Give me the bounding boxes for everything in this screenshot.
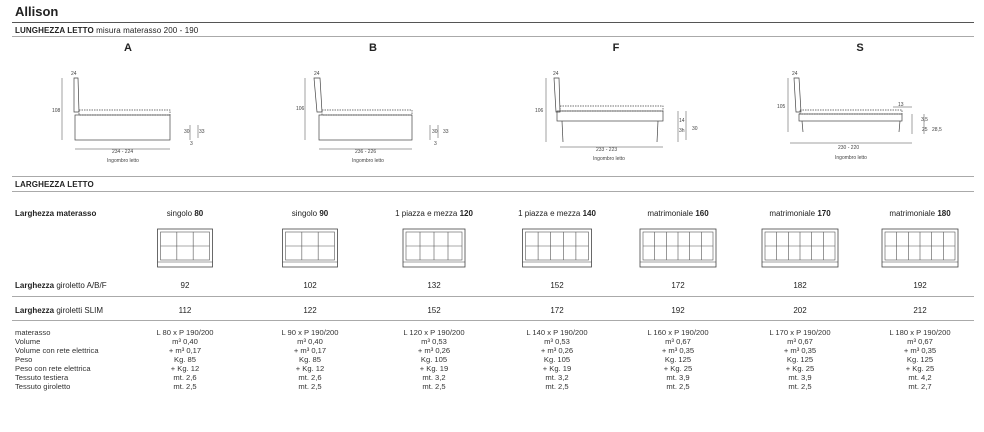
spec-value: + Kg. 25 — [905, 364, 935, 373]
spec-value: L 140 x P 190/200 — [526, 328, 588, 337]
slim-value: 152 — [427, 306, 441, 315]
slim-value: 112 — [178, 306, 192, 315]
a-caption: Ingombro letto — [107, 158, 139, 164]
s-total-dim: 105 — [777, 104, 786, 110]
mattress-size-name: 1 piazza e mezza — [395, 209, 460, 218]
spec-value: m³ 0,53 — [421, 337, 447, 346]
s-head-dim: 24 — [792, 71, 798, 77]
spec-column — [502, 328, 612, 391]
mattress-size-name: matrimoniale — [769, 209, 818, 218]
slim-divider — [12, 320, 974, 321]
giroletto-divider — [12, 296, 974, 297]
spec-value: + m³ 0,26 — [540, 346, 574, 355]
spec-label: Peso con rete elettrica — [15, 364, 91, 373]
spec-column — [623, 328, 733, 391]
spec-label: Volume con rete elettrica — [15, 346, 99, 355]
f-frame1-dim: 14 — [679, 118, 685, 124]
mattress-size-name: singolo — [291, 209, 320, 218]
f-caption: Ingombro letto — [593, 156, 625, 162]
giroletto-value: 92 — [180, 281, 190, 290]
bed-frame-outline — [283, 229, 338, 267]
spec-column — [745, 328, 855, 391]
spec-value: L 160 x P 190/200 — [647, 328, 709, 337]
spec-value: + Kg. 12 — [295, 364, 325, 373]
giroletto-width-label: Larghezza giroletto A/B/F — [15, 281, 107, 290]
mattress-size-value: 120 — [459, 209, 473, 218]
spec-value: m³ 0,67 — [787, 337, 813, 346]
spec-value: mt. 3,9 — [788, 373, 812, 382]
bed-top-view — [283, 229, 338, 267]
larghezza-heading: LARGHEZZA LETTO — [15, 180, 94, 189]
spec-label: materasso — [15, 328, 51, 337]
spec-column — [130, 328, 240, 391]
spec-value: + Kg. 25 — [785, 364, 815, 373]
bed-top-view — [640, 229, 716, 267]
spec-value: Kg. 85 — [299, 355, 321, 364]
f-small-dim: 3h — [679, 128, 685, 134]
spec-value: mt. 2,5 — [666, 382, 690, 391]
spec-labels — [15, 328, 99, 391]
spec-value: m³ 0,67 — [665, 337, 691, 346]
a-frame2-dim: 33 — [199, 129, 205, 135]
s-leg-dim: 25 — [922, 127, 928, 133]
bed-top-view — [762, 229, 838, 267]
b-frame1-dim: 30 — [432, 129, 438, 135]
spec-value: L 90 x P 190/200 — [281, 328, 339, 337]
spec-value: + m³ 0,35 — [903, 346, 937, 355]
bed-top-view — [403, 229, 465, 267]
page-title: Allison — [15, 4, 59, 19]
s-frame2-dim: 28,5 — [932, 127, 942, 133]
spec-value: m³ 0,67 — [907, 337, 933, 346]
variant-label-a: A — [124, 42, 132, 54]
slim-width-label: Larghezza giroletti SLIM — [15, 306, 104, 315]
mattress-size-name: singolo — [166, 209, 195, 218]
bed-top-view — [158, 229, 213, 267]
a-length-dim: 234 - 224 — [112, 149, 134, 155]
giroletto-value: 152 — [550, 281, 564, 290]
spec-column — [379, 328, 489, 391]
slim-value: 192 — [671, 306, 685, 315]
giroletto-value: 192 — [913, 281, 927, 290]
spec-label: Peso — [15, 355, 33, 364]
spec-value: + Kg. 19 — [542, 364, 572, 373]
spec-value: Kg. 85 — [174, 355, 196, 364]
spec-value: mt. 2,5 — [788, 382, 812, 391]
spec-label: Tessuto giroletto — [15, 382, 71, 391]
slim-value: 172 — [550, 306, 564, 315]
giroletto-value: 102 — [303, 281, 317, 290]
giroletto-value: 182 — [793, 281, 807, 290]
spec-value: Kg. 125 — [786, 355, 814, 364]
f-frame2-dim: 30 — [692, 126, 698, 132]
mattress-size-value: 80 — [194, 209, 204, 218]
spec-value: mt. 2,6 — [173, 373, 197, 382]
spec-value: mt. 4,2 — [908, 373, 932, 382]
variant-label-s: S — [856, 42, 864, 54]
spec-value: mt. 2,5 — [298, 382, 322, 391]
spec-column — [255, 328, 365, 391]
mattress-size-name: matrimoniale — [889, 209, 938, 218]
lunghezza-heading-text: LUNGHEZZA LETTO — [15, 26, 94, 35]
spec-value: L 180 x P 190/200 — [889, 328, 951, 337]
b-small-dim: 3 — [434, 141, 437, 147]
s-caption: Ingombro letto — [835, 155, 867, 161]
spec-value: L 80 x P 190/200 — [156, 328, 214, 337]
spec-value: mt. 2,5 — [545, 382, 569, 391]
b-length-dim: 236 - 226 — [355, 149, 377, 155]
spec-value: mt. 2,7 — [908, 382, 932, 391]
spec-value: + m³ 0,35 — [661, 346, 695, 355]
spec-value: Kg. 125 — [906, 355, 934, 364]
s-frame1-dim: 13 — [898, 102, 904, 108]
spec-value: m³ 0,53 — [544, 337, 570, 346]
f-total-dim: 106 — [535, 108, 544, 114]
spec-label: Volume — [15, 337, 41, 346]
spec-value: L 120 x P 190/200 — [403, 328, 465, 337]
spec-column — [865, 328, 975, 391]
mattress-size-name: 1 piazza e mezza — [518, 209, 583, 218]
spec-value: + m³ 0,35 — [783, 346, 817, 355]
spec-label: Tessuto testiera — [15, 373, 69, 382]
giroletto-value: 132 — [427, 281, 441, 290]
giroletto-value: 172 — [671, 281, 685, 290]
a-frame1-dim: 30 — [184, 129, 190, 135]
b-total-dim: 106 — [296, 106, 305, 112]
mattress-size-name: matrimoniale — [647, 209, 696, 218]
bed-frame-outline — [158, 229, 213, 267]
bed-top-view — [882, 229, 958, 267]
spec-value: mt. 2,6 — [298, 373, 322, 382]
spec-value: L 170 x P 190/200 — [769, 328, 831, 337]
slim-value: 122 — [303, 306, 317, 315]
lunghezza-subheading: misura materasso 200 - 190 — [96, 26, 199, 35]
spec-value: + Kg. 12 — [170, 364, 200, 373]
bed-top-view — [523, 229, 592, 267]
mattress-size-value: 140 — [582, 209, 596, 218]
spec-value: m³ 0,40 — [297, 337, 323, 346]
mattress-size-value: 90 — [319, 209, 329, 218]
spec-value: mt. 3,2 — [545, 373, 569, 382]
mattress-size-value: 170 — [817, 209, 831, 218]
spec-value: + Kg. 25 — [663, 364, 693, 373]
spec-value: Kg. 105 — [420, 355, 448, 364]
spec-value: m³ 0,40 — [172, 337, 198, 346]
spec-value: mt. 2,5 — [173, 382, 197, 391]
s-length-dim: 230 - 220 — [838, 145, 860, 151]
spec-value: Kg. 125 — [664, 355, 692, 364]
spec-value: Kg. 105 — [543, 355, 571, 364]
b-frame2-dim: 33 — [443, 129, 449, 135]
mattress-width-label: Larghezza materasso — [15, 209, 97, 218]
bed-frame-outline — [523, 229, 592, 267]
a-small-dim: 3 — [190, 141, 193, 147]
f-head-dim: 24 — [553, 71, 559, 77]
variant-label-f: F — [612, 42, 620, 54]
spec-value: mt. 3,2 — [422, 373, 446, 382]
f-length-dim: 233 - 223 — [596, 147, 618, 153]
b-caption: Ingombro letto — [352, 158, 384, 164]
slim-value: 202 — [793, 306, 807, 315]
mattress-size-value: 180 — [937, 209, 951, 218]
slim-value: 212 — [913, 306, 927, 315]
a-head-dim: 24 — [71, 71, 77, 77]
spec-value: mt. 3,9 — [666, 373, 690, 382]
variant-label-b: B — [369, 42, 377, 54]
mattress-size-value: 160 — [695, 209, 709, 218]
spec-value: mt. 2,5 — [422, 382, 446, 391]
b-head-dim: 24 — [314, 71, 320, 77]
spec-value: + m³ 0,17 — [168, 346, 202, 355]
spec-value: + m³ 0,26 — [417, 346, 451, 355]
spec-value: + Kg. 19 — [419, 364, 449, 373]
spec-value: + m³ 0,17 — [293, 346, 327, 355]
a-total-dim: 108 — [52, 108, 61, 114]
s-small-dim: 3,5 — [921, 117, 928, 123]
